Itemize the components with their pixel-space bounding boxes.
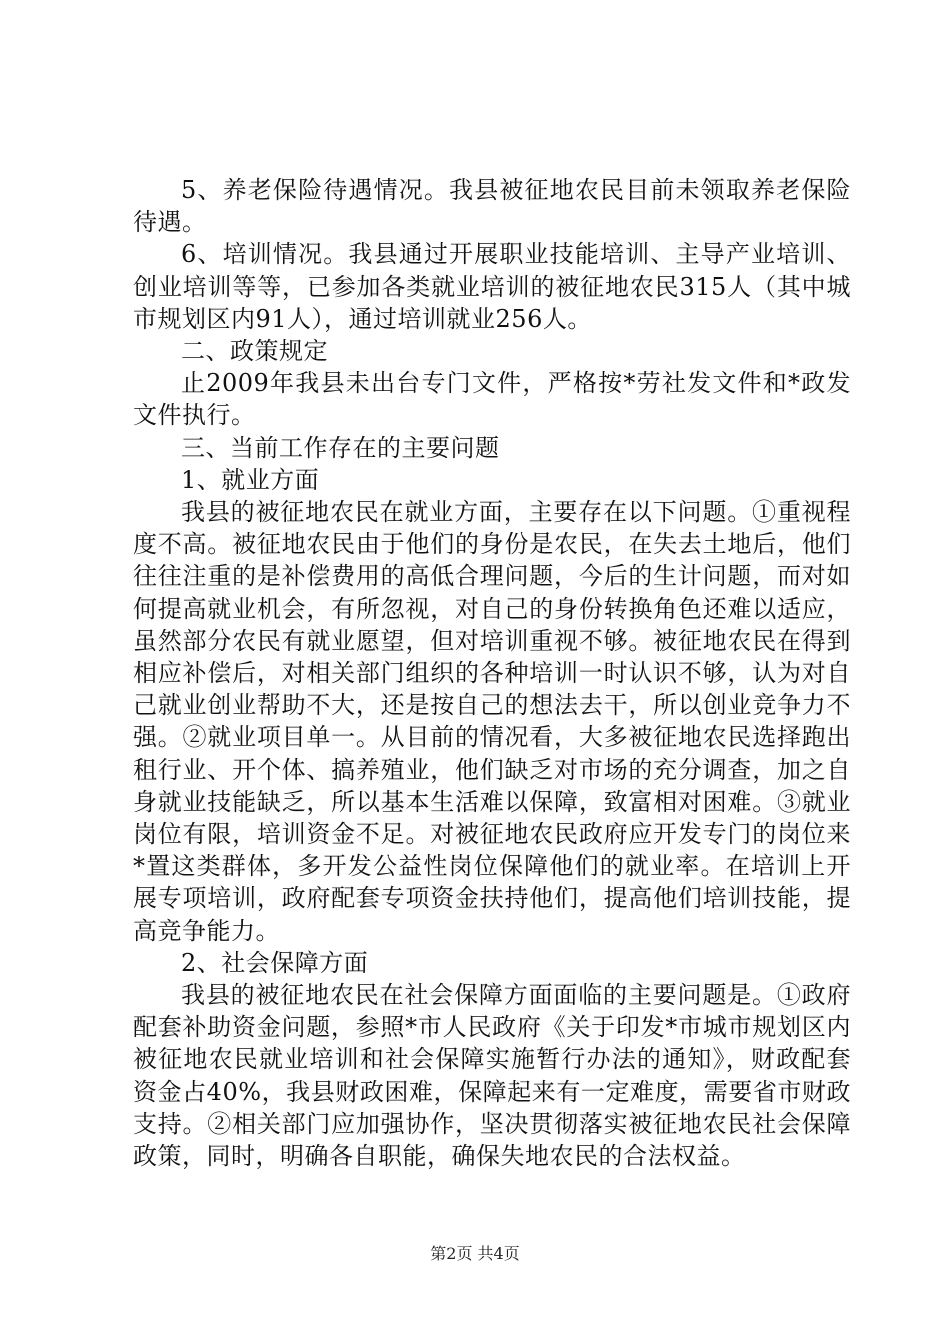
paragraph-training-status: 6、培训情况。我县通过开展职业技能培训、主导产业培训、创业培训等等，已参加各类就业培训的被征地农民315人（其中城市规划区内91人），通过培训就业256人。 [133,240,851,333]
subheading-employment: 1、就业方面 [181,465,320,494]
paragraph-social-security: 我县的被征地农民在社会保障方面面临的主要问题是。①政府配套补助资金问题，参照*市人民政府《关于印发*市城市规划区内被征地农民就业培训和社会保障实施暂行办法的通知》，财政配套资金占40%，我县财政困难，保障起来有一定难度，需要省市财政支持。②相关部门应加强协作，坚决贯彻落实被征地农民社会保障政策，同时，明确各自职能，确保失地农民的合法权益。 [133,981,851,1171]
subheading-social-security: 2、社会保障方面 [181,948,369,977]
paragraph-employment: 我县的被征地农民在就业方面，主要存在以下问题。①重视程度不高。被征地农民由于他们的身份是农民，在失去土地后，他们往往注重的是补偿费用的高低合理问题，今后的生计问题，而对如何提高就业机会，有所忽视，对自己的身份转换角色还难以适应，虽然部分农民有就业愿望，但对培训重视不够。被征地农民在得到相应补偿后，对相关部门组织的各种培训一时认识不够，认为对自己就业创业帮助不大，还是按自己的想法去干，所以创业竞争力不强。②就业项目单一。从目前的情况看，大多被征地农民选择跑出租行业、开个体、搞养殖业，他们缺乏对市场的充分调查，加之自身就业技能缺乏，所以基本生活难以保障，致富相对困难。③就业岗位有限，培训资金不足。对被征地农民政府应开发专门的岗位来*置这类群体，多开发公益性岗位保障他们的就业率。在培训上开展专项培训，政府配套专项资金扶持他们，提高他们培训技能，提高竞争能力。 [133,498,851,945]
document-body [133,174,851,1172]
section-heading-problems: 三、当前工作存在的主要问题 [181,433,500,462]
paragraph-policy: 止2009年我县未出台专门文件，严格按*劳社发文件和*政发文件执行。 [133,369,851,430]
section-heading-policy: 二、政策规定 [181,337,328,366]
paragraph-pension-status: 5、养老保险待遇情况。我县被征地农民目前未领取养老保险待遇。 [133,176,851,237]
page-number-footer: 第2页 共4页 [430,1244,520,1263]
